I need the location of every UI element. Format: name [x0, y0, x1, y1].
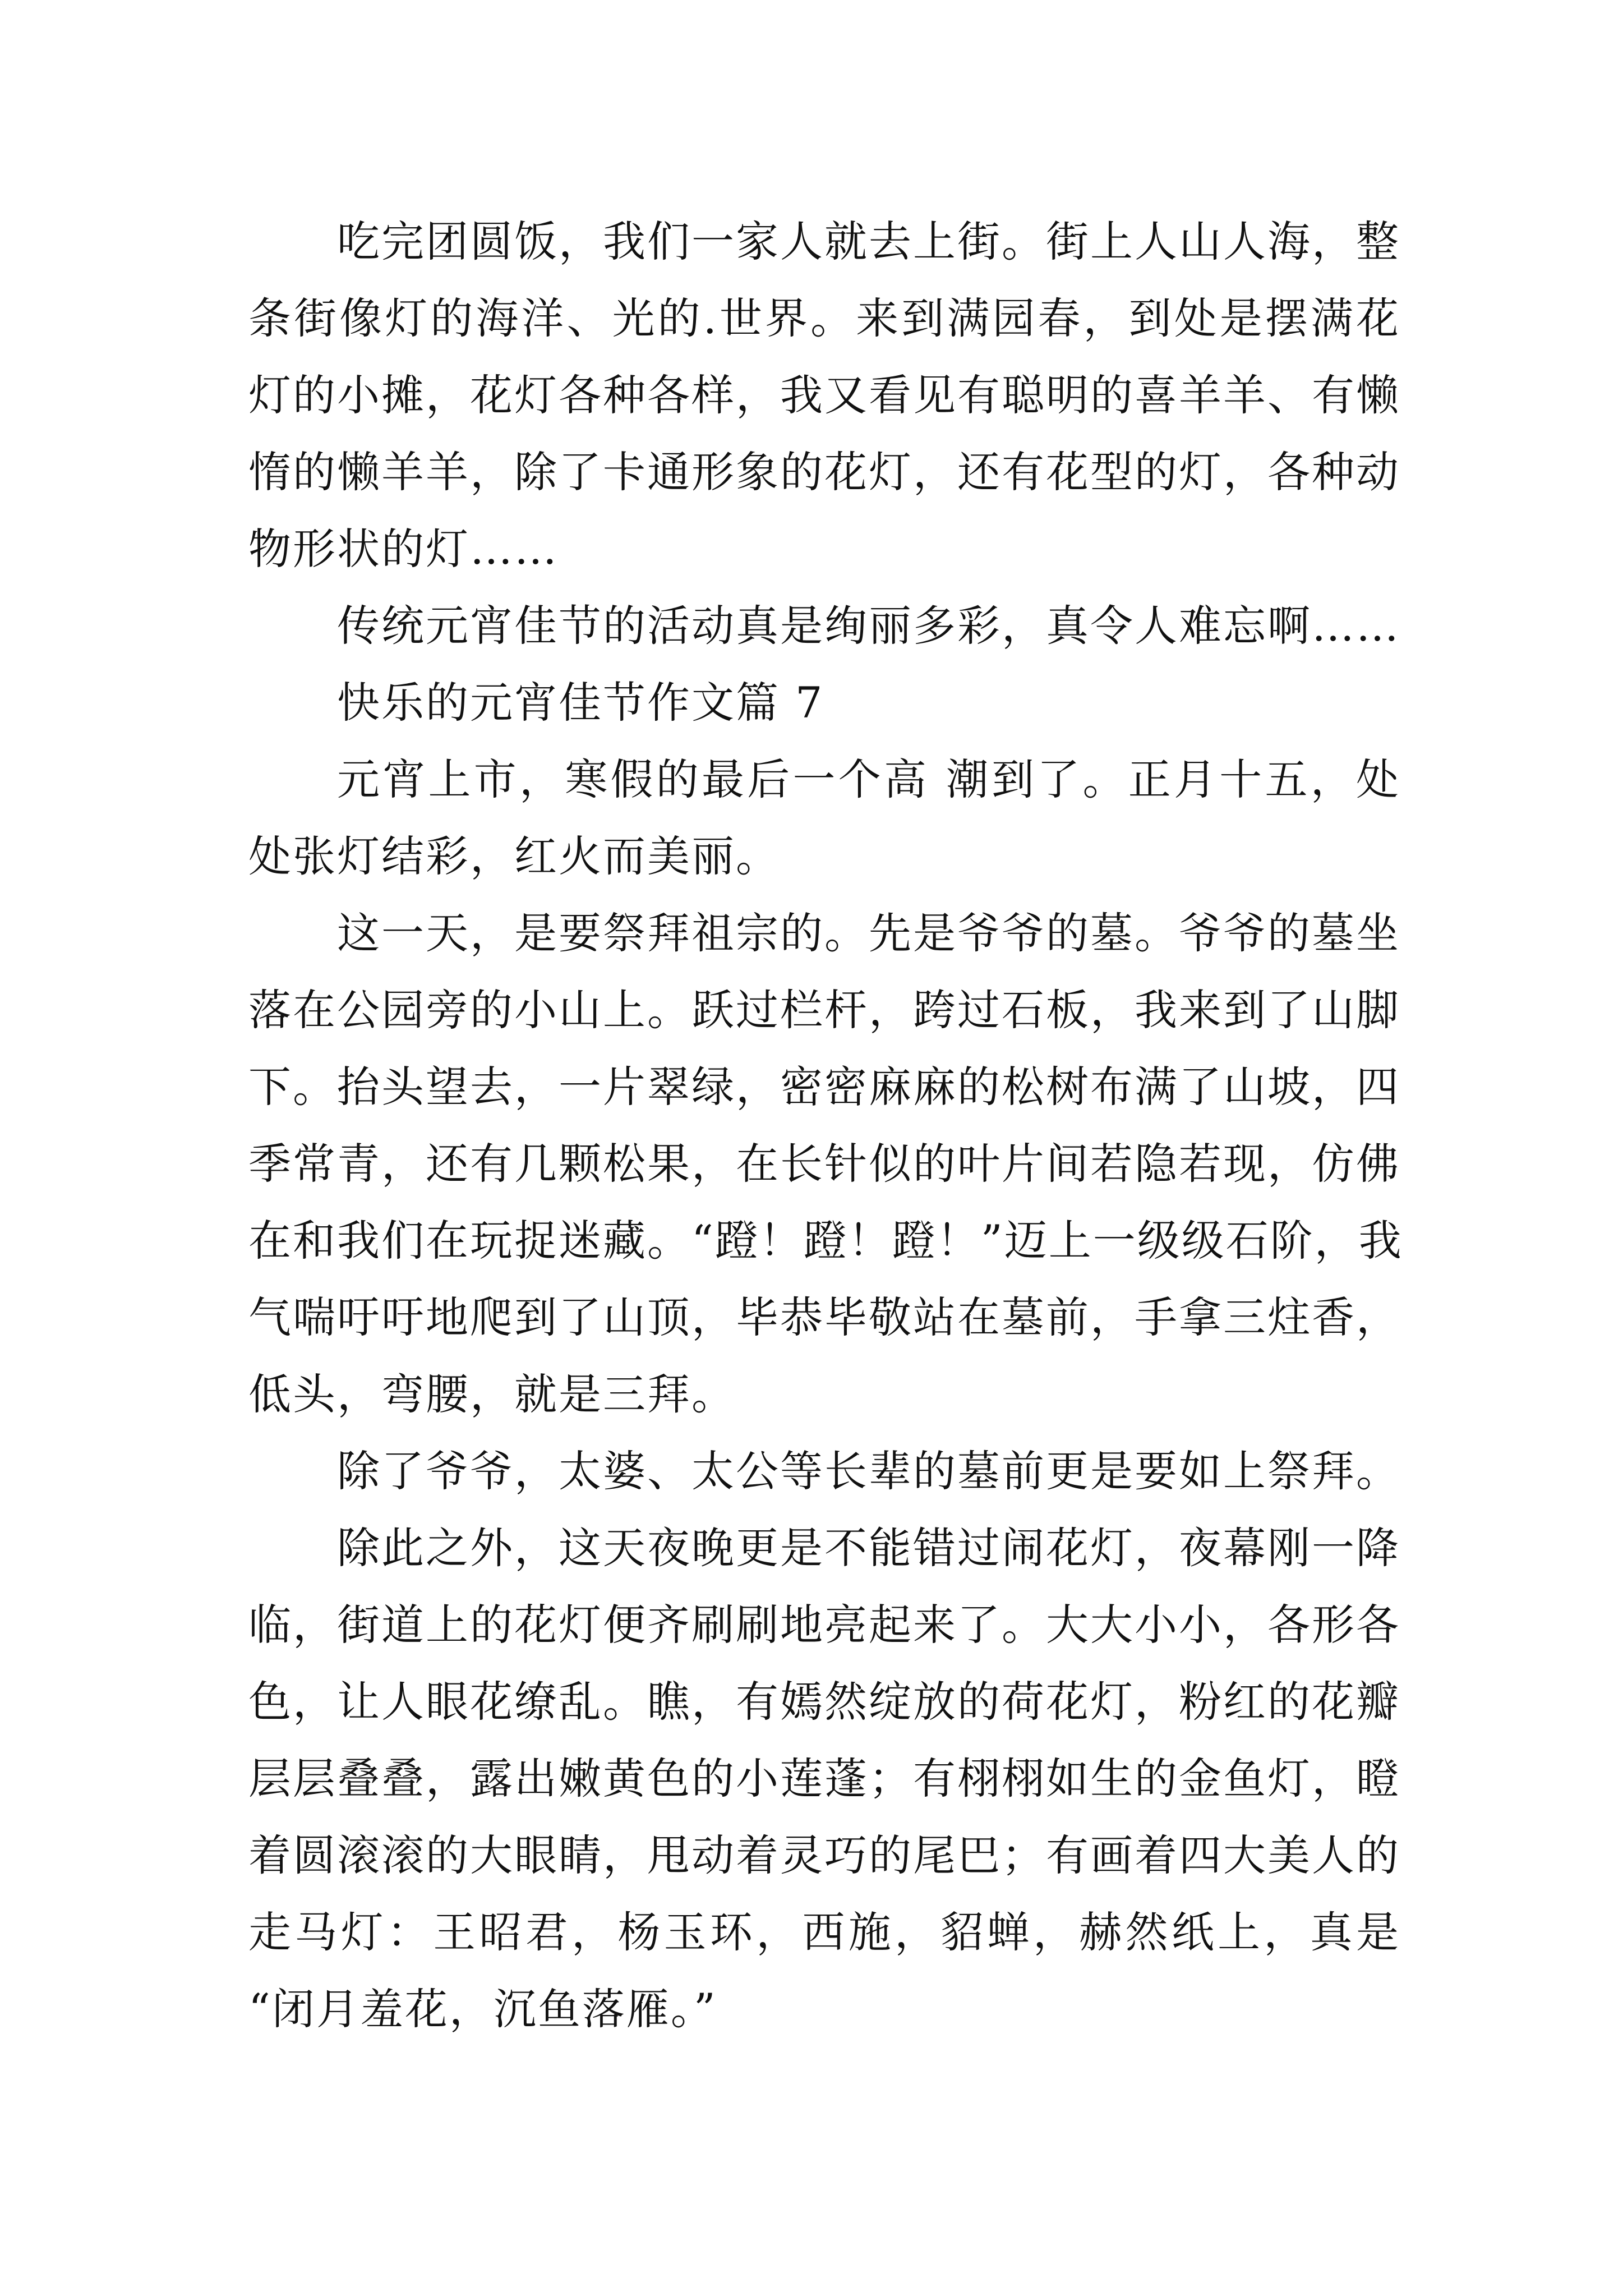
text-line: 除此之外，这天夜晚更是不能错过闹花灯，夜幕刚一降	[337, 1523, 1400, 1573]
text-line: 元宵上市，寒假的最后一个高 潮到了。正月十五，处	[337, 754, 1400, 804]
paragraph	[248, 203, 1400, 587]
text-line: 临，街道上的花灯便齐刷刷地亮起来了。大大小小，各形各	[248, 1600, 1400, 1650]
text-line: 条街像灯的海洋、光的.世界。来到满园春，到处是摆满花	[248, 293, 1400, 343]
paragraph	[248, 741, 1400, 895]
section-heading	[248, 664, 1400, 741]
text-line: “闭月羞花，沉鱼落雁。”	[248, 1984, 717, 2034]
paragraph	[248, 587, 1400, 664]
text-line: 除了爷爷，太婆、太公等长辈的墓前更是要如上祭拜。	[337, 1446, 1400, 1496]
text-line: 物形状的灯……	[248, 524, 559, 574]
text-line: 着圆滚滚的大眼睛，甩动着灵巧的尾巴；有画着四大美人的	[248, 1830, 1400, 1880]
text-line: 气喘吁吁地爬到了山顶，毕恭毕敬站在墓前，手拿三炷香，	[248, 1292, 1400, 1342]
text-line: 灯的小摊，花灯各种各样，我又看见有聪明的喜羊羊、有懒	[248, 370, 1400, 420]
text-line: 层层叠叠，露出嫩黄色的小莲蓬；有栩栩如生的金鱼灯，瞪	[248, 1754, 1400, 1803]
text-line: 吃完团圆饭，我们一家人就去上街。街上人山人海，整	[337, 217, 1400, 266]
text-line: 处张灯结彩，红火而美丽。	[248, 831, 780, 881]
paragraph	[248, 895, 1403, 1433]
text-line: 走马灯：王昭君，杨玉环，西施，貂蝉，赫然纸上，真是	[248, 1907, 1400, 1957]
heading-line: 快乐的元宵佳节作文篇 7	[337, 678, 824, 728]
text-line: 落在公园旁的小山上。跃过栏杆，跨过石板，我来到了山脚	[248, 985, 1400, 1035]
paragraph	[248, 1510, 1400, 2047]
text-line: 季常青，还有几颗松果，在长针似的叶片间若隐若现，仿佛	[248, 1139, 1400, 1189]
text-line: 在和我们在玩捉迷藏。“蹬！蹬！蹬！”迈上一级级石阶，我	[248, 1216, 1403, 1266]
text-line: 传统元宵佳节的活动真是绚丽多彩，真令人难忘啊……	[337, 601, 1400, 651]
text-line: 惰的懒羊羊，除了卡通形象的花灯，还有花型的灯，各种动	[248, 447, 1400, 497]
paragraph	[248, 1433, 1400, 1510]
text-line: 下。抬头望去，一片翠绿，密密麻麻的松树布满了山坡，四	[248, 1062, 1400, 1112]
body-text	[248, 203, 1403, 2047]
text-line: 这一天，是要祭拜祖宗的。先是爷爷的墓。爷爷的墓坐	[337, 908, 1400, 958]
text-line: 低头，弯腰，就是三拜。	[248, 1369, 736, 1419]
text-line: 色，让人眼花缭乱。瞧，有嫣然绽放的荷花灯，粉红的花瓣	[248, 1677, 1400, 1727]
